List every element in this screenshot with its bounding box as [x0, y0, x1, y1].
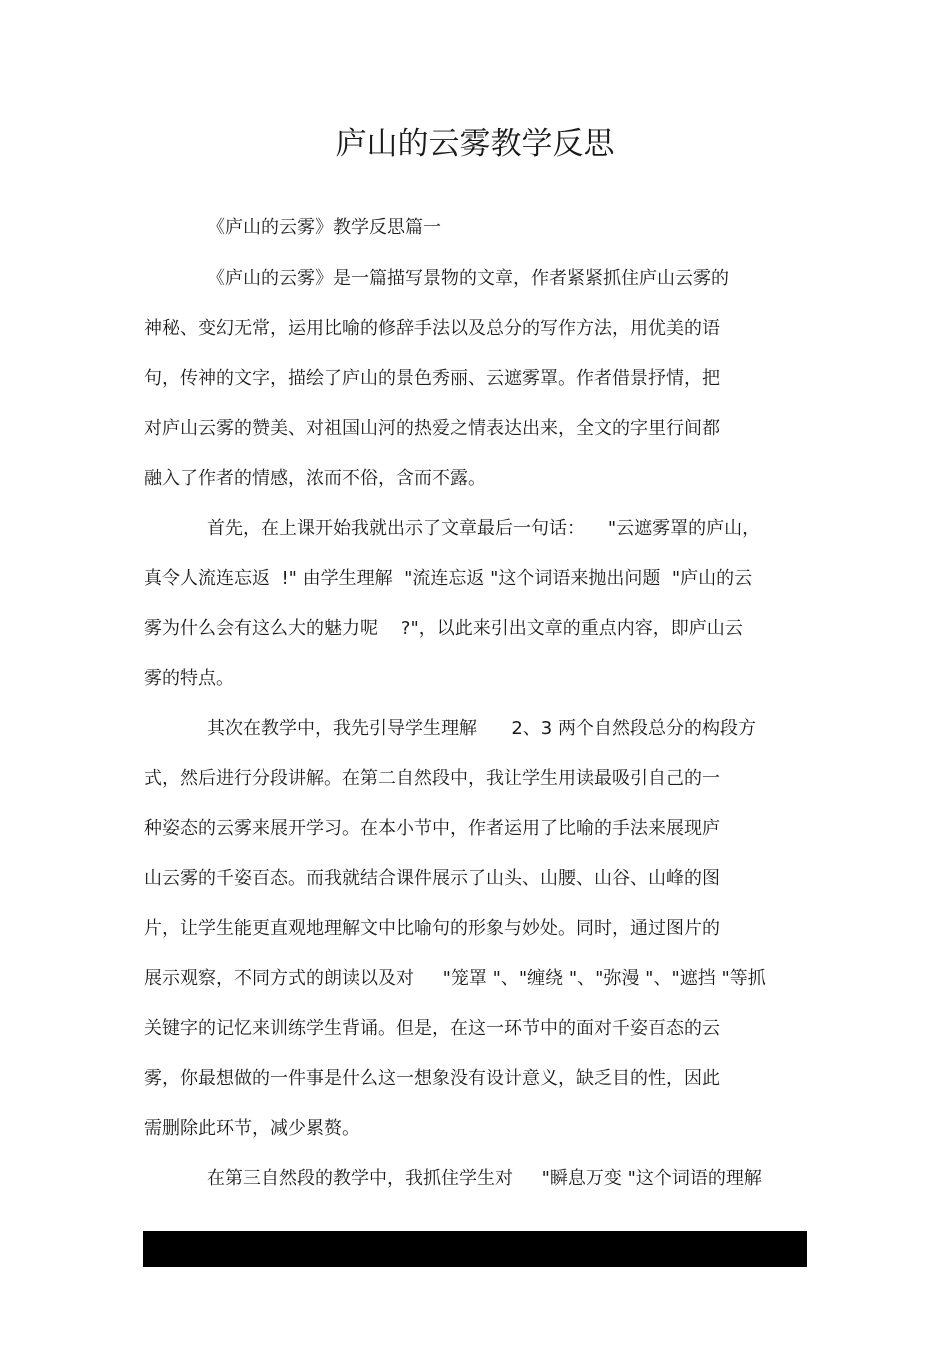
- paragraph-line: 句，传神的文字，描绘了庐山的景色秀丽、云遮雾罩。作者借景抒情，把: [144, 368, 720, 389]
- paragraph-line: 首先，在上课开始我就出示了文章最后一句话： "云遮雾罩的庐山，: [207, 518, 761, 539]
- paragraph-line: 《庐山的云雾》是一篇描写景物的文章，作者紧紧抓住庐山云雾的: [207, 268, 729, 289]
- document-title: 庐山的云雾教学反思: [335, 126, 615, 162]
- paragraph-line: 需删除此环节，减少累赘。: [144, 1118, 360, 1139]
- paragraph-line: 其次在教学中，我先引导学生理解 2、3 两个自然段总分的构段方: [207, 718, 756, 739]
- paragraph-line: 种姿态的云雾来展开学习。在本小节中，作者运用了比喻的手法来展现庐: [144, 818, 720, 839]
- paragraph-line: 式，然后进行分段讲解。在第二自然段中，我让学生用读最吸引自己的一: [144, 768, 720, 789]
- paragraph-line: 展示观察，不同方式的朗读以及对 "笼罩 "、"缠绕 "、"弥漫 "、"遮挡 "等抓: [144, 968, 766, 989]
- paragraph-line: 真令人流连忘返 !" 由学生理解 "流连忘返 "这个词语来抛出问题 "庐山的云: [144, 568, 753, 589]
- section-heading: 《庐山的云雾》教学反思篇一: [207, 217, 441, 238]
- paragraph-line: 雾为什么会有这么大的魅力呢 ?"，以此来引出文章的重点内容，即庐山云: [144, 618, 743, 639]
- paragraph-line: 融入了作者的情感，浓而不俗，含而不露。: [144, 468, 486, 489]
- paragraph-line: 雾，你最想做的一件事是什么这一想象没有设计意义，缺乏目的性，因此: [144, 1068, 720, 1089]
- redaction-bar: [143, 1231, 807, 1267]
- paragraph-line: 对庐山云雾的赞美、对祖国山河的热爱之情表达出来，全文的字里行间都: [144, 418, 720, 439]
- paragraph-line: 片，让学生能更直观地理解文中比喻句的形象与妙处。同时，通过图片的: [144, 918, 720, 939]
- paragraph-line: 山云雾的千姿百态。而我就结合课件展示了山头、山腰、山谷、山峰的图: [144, 868, 720, 889]
- paragraph-line: 关键字的记忆来训练学生背诵。但是，在这一环节中的面对千姿百态的云: [144, 1018, 720, 1039]
- paragraph-line: 神秘、变幻无常，运用比喻的修辞手法以及总分的写作方法，用优美的语: [144, 318, 720, 339]
- paragraph-line: 雾的特点。: [144, 668, 234, 689]
- paragraph-line: 在第三自然段的教学中，我抓住学生对 "瞬息万变 "这个词语的理解: [207, 1168, 762, 1189]
